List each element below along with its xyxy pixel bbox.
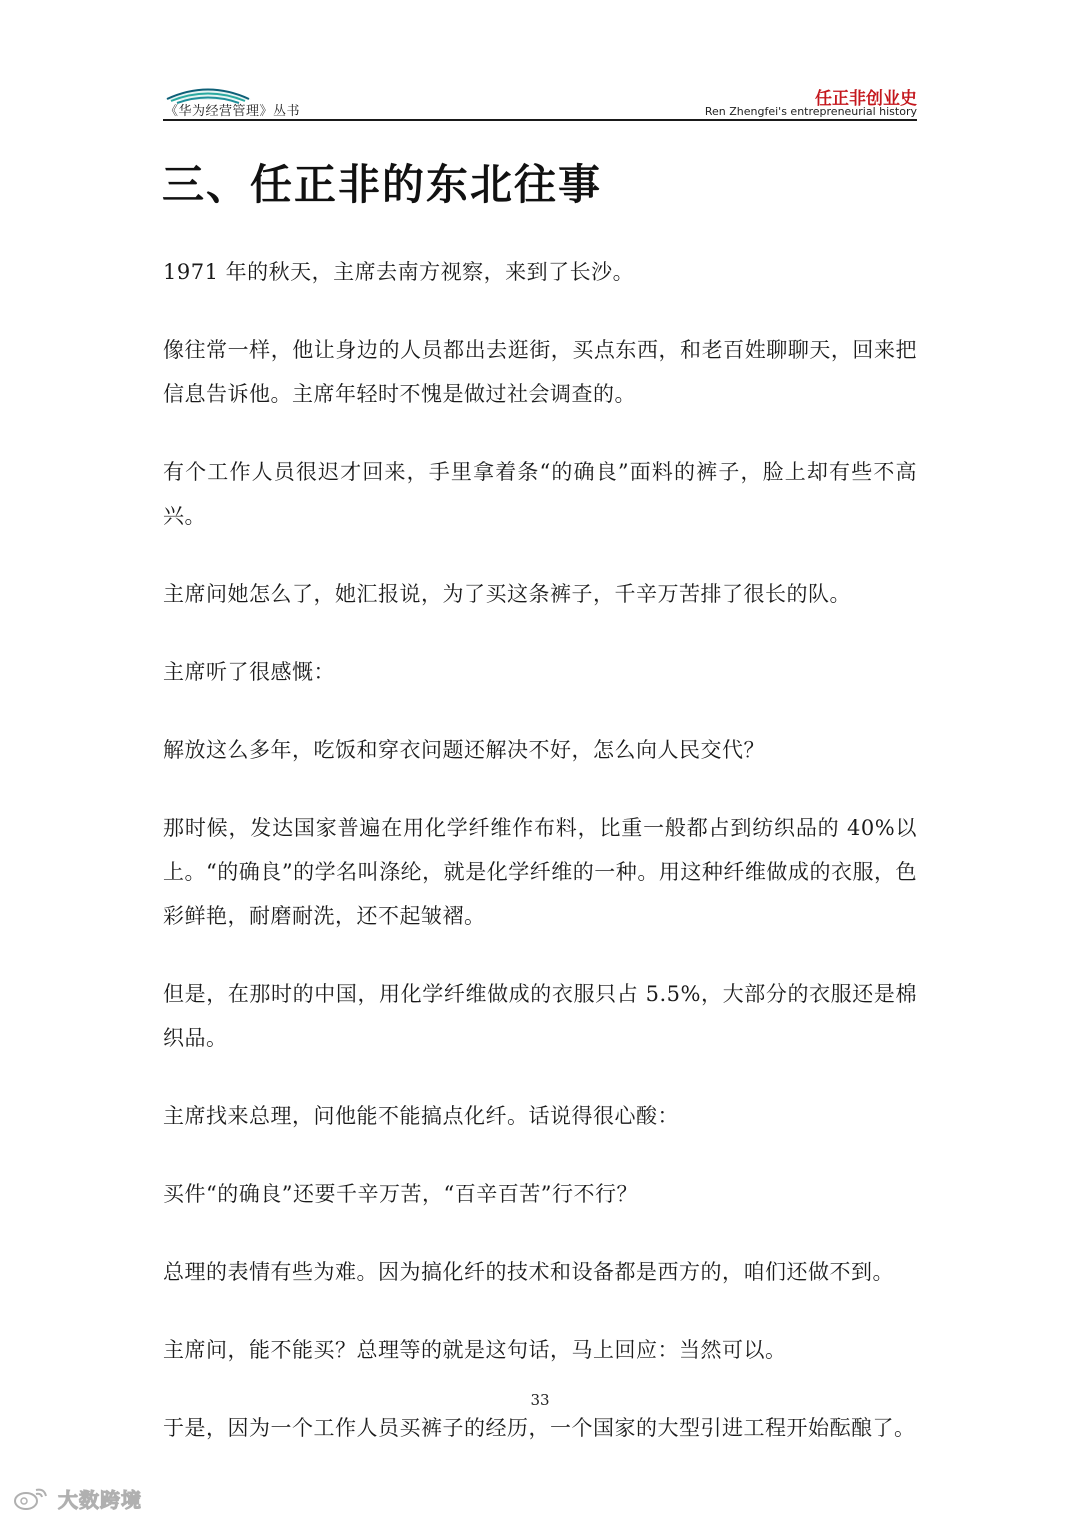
chapter-title: 三、任正非的东北往事 [162, 160, 603, 209]
page-header [163, 70, 917, 122]
paragraph: 解放这么多年，吃饭和穿衣问题还解决不好，怎么向人民交代？ [163, 738, 765, 762]
paragraph: 主席问，能不能买？总理等的就是这句话，马上回应：当然可以。 [163, 1338, 787, 1362]
paragraph: 但是，在那时的中国，用化学纤维做成的衣服只占 5.5%，大部分的衣服还是棉织品。 [163, 982, 917, 1050]
paragraph: 总理的表情有些为难。因为搞化纤的技术和设备都是西方的，咱们还做不到。 [163, 1260, 894, 1284]
paragraph: 那时候，发达国家普遍在用化学纤维作布料，比重一般都占到纺织品的 40%以上。“的确良”的学名叫涤纶，就是化学纤维的一种。用这种纤维做成的衣服，色彩鲜艳，耐磨耐洗，还不起皱褶。 [163, 816, 917, 928]
header-rule [163, 119, 917, 121]
paragraph: 1971 年的秋天，主席去南方视察，来到了长沙。 [163, 260, 635, 284]
weibo-style-logo-icon [12, 1484, 52, 1512]
body-text [163, 250, 917, 1484]
paragraph: 主席听了很感慨： [163, 660, 335, 684]
page-number: 33 [530, 1391, 550, 1409]
paragraph: 有个工作人员很迟才回来，手里拿着条“的确良”面料的裤子，脸上却有些不高兴。 [163, 460, 917, 528]
series-title: 《华为经营管理》丛书 [165, 104, 301, 119]
book-title: 任正非创业史 [815, 89, 917, 109]
watermark [12, 1482, 142, 1514]
paragraph: 买件“的确良”还要千辛万苦，“百辛百苦”行不行？ [163, 1182, 638, 1206]
book-subtitle: Ren Zhengfei's entrepreneurial history [704, 105, 917, 118]
paragraph: 像往常一样，他让身边的人员都出去逛街，买点东西，和老百姓聊聊天，回来把信息告诉他。主席年轻时不愧是做过社会调查的。 [163, 338, 917, 406]
paragraph: 于是，因为一个工作人员买裤子的经历，一个国家的大型引进工程开始酝酿了。 [163, 1416, 916, 1440]
paragraph: 主席找来总理，问他能不能搞点化纤。话说得很心酸： [163, 1104, 679, 1128]
paragraph: 主席问她怎么了，她汇报说，为了买这条裤子，千辛万苦排了很长的队。 [163, 582, 851, 606]
watermark-text: 大数跨境 [58, 1487, 142, 1512]
